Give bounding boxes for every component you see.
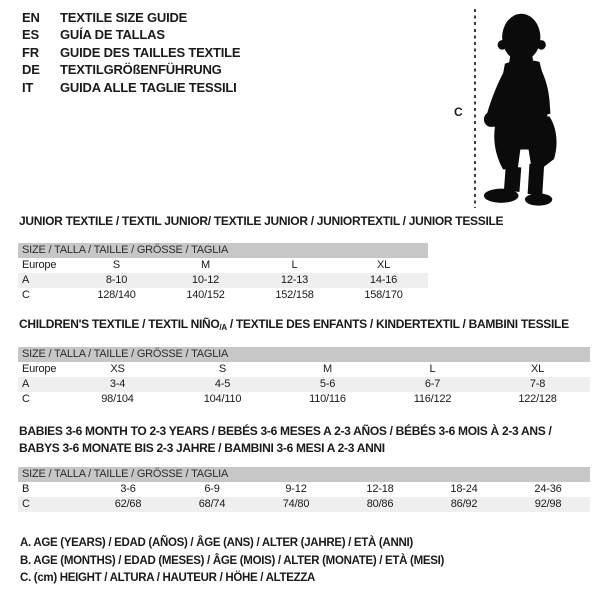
height-dotted-line bbox=[474, 9, 476, 208]
row-label: A bbox=[18, 377, 65, 392]
table-row bbox=[18, 362, 590, 377]
babies-section-title bbox=[19, 423, 551, 456]
language-title: GUIDA ALLE TAGLIE TESSILI bbox=[60, 79, 237, 95]
language-code: ES bbox=[22, 27, 39, 43]
table-cell: L bbox=[429, 363, 436, 375]
table-row bbox=[18, 482, 590, 497]
language-row-fr bbox=[22, 44, 240, 61]
babies-size-table bbox=[18, 467, 590, 512]
table-row bbox=[18, 273, 428, 288]
table-cell: 3-6 bbox=[120, 483, 136, 495]
table-cell: 68/74 bbox=[170, 497, 254, 512]
legend-line-c: C. (cm) HEIGHT / ALTURA / HAUTEUR / HÖHE / ALTEZZA bbox=[20, 572, 316, 585]
language-title: GUIDE DES TAILLES TEXTILE bbox=[60, 44, 241, 60]
measurement-legend bbox=[20, 535, 444, 588]
table-cell: 92/98 bbox=[506, 497, 590, 512]
language-header bbox=[22, 9, 240, 96]
table-row bbox=[18, 258, 428, 273]
table-row bbox=[18, 392, 590, 407]
size-header-cell: SIZE / TALLA / TAILLE / GRÖSSE / TAGLIA bbox=[18, 243, 428, 258]
height-measure-label: C bbox=[454, 105, 463, 119]
row-label: C bbox=[22, 289, 30, 301]
table-cell: 12-13 bbox=[250, 273, 339, 288]
table-cell: 98/104 bbox=[101, 393, 134, 405]
table-cell: 6-7 bbox=[380, 377, 485, 392]
language-code: IT bbox=[22, 79, 34, 95]
table-cell: S bbox=[112, 259, 121, 271]
table-header-row bbox=[18, 467, 590, 482]
babies-title-line2: BABYS 3-6 MONATE BIS 2-3 JAHRE / BAMBINI 3-6 MESI A 2-3 ANNI bbox=[19, 440, 385, 455]
table-cell: 5-6 bbox=[275, 377, 380, 392]
children-title-suffix: / TEXTILE DES ENFANTS / KINDERTEXTIL / BAMBINI TESSILE bbox=[226, 317, 569, 331]
table-cell: 14-16 bbox=[339, 273, 428, 288]
table-cell: 7-8 bbox=[485, 377, 590, 392]
table-cell: 104/110 bbox=[203, 393, 242, 405]
language-title: GUÍA DE TALLAS bbox=[60, 27, 165, 43]
row-label: Europe bbox=[22, 363, 57, 375]
table-cell: L bbox=[291, 259, 298, 271]
row-label: B bbox=[22, 483, 30, 495]
table-cell: 116/122 bbox=[413, 393, 452, 405]
table-cell: 6-9 bbox=[204, 483, 220, 495]
table-cell: 10-12 bbox=[161, 273, 250, 288]
language-row-es bbox=[22, 26, 240, 43]
table-cell: 122/128 bbox=[518, 393, 557, 405]
language-code: FR bbox=[22, 44, 39, 60]
size-header-cell: SIZE / TALLA / TAILLE / GRÖSSE / TAGLIA bbox=[18, 347, 590, 362]
table-cell: 128/140 bbox=[97, 289, 136, 301]
language-row-it bbox=[22, 79, 240, 96]
table-cell: 9-12 bbox=[285, 483, 307, 495]
row-label: Europe bbox=[22, 259, 57, 271]
table-cell: 4-5 bbox=[170, 377, 275, 392]
junior-section-title: JUNIOR TEXTILE / TEXTIL JUNIOR/ TEXTILE JUNIOR / JUNIORTEXTIL / JUNIOR TESSILE bbox=[19, 214, 504, 228]
junior-size-table bbox=[18, 243, 428, 303]
language-row-de bbox=[22, 61, 240, 78]
row-label: C bbox=[22, 393, 30, 405]
table-cell: XL bbox=[530, 363, 545, 375]
children-title-subscript: /A bbox=[219, 323, 227, 332]
table-cell: 3-4 bbox=[65, 377, 170, 392]
table-cell: XL bbox=[376, 259, 391, 271]
table-cell: 74/80 bbox=[254, 497, 338, 512]
legend-line-a: A. AGE (YEARS) / EDAD (AÑOS) / ÂGE (ANS) / ALTER (JAHRE) / ETÀ (ANNI) bbox=[20, 537, 413, 549]
table-cell: M bbox=[201, 259, 210, 271]
table-cell: M bbox=[323, 363, 332, 375]
language-code: EN bbox=[22, 10, 40, 25]
table-cell: 80/86 bbox=[338, 497, 422, 512]
table-cell: 110/116 bbox=[309, 393, 346, 405]
legend-line-b: B. AGE (MONTHS) / EDAD (MESES) / ÂGE (MOIS) / ALTER (MONATE) / ETÀ (MESI) bbox=[20, 554, 445, 567]
table-cell: 24-36 bbox=[534, 483, 562, 495]
children-size-table bbox=[18, 347, 590, 407]
baby-silhouette-image bbox=[483, 10, 565, 208]
table-row bbox=[18, 497, 590, 512]
children-section-title bbox=[19, 317, 569, 332]
babies-title-line1: BABIES 3-6 MONTH TO 2-3 YEARS / BEBÉS 3-6 MESES A 2-3 AÑOS / BÉBÉS 3-6 MOIS À 2-3 ANS / bbox=[19, 424, 552, 438]
table-header-row bbox=[18, 243, 428, 258]
table-cell: 62/68 bbox=[86, 497, 170, 512]
table-cell: 140/152 bbox=[186, 289, 225, 301]
table-cell: 8-10 bbox=[72, 273, 161, 288]
table-row bbox=[18, 377, 590, 392]
language-title: TEXTILE SIZE GUIDE bbox=[60, 10, 188, 25]
row-label: C bbox=[18, 497, 86, 512]
row-label: A bbox=[18, 273, 72, 288]
language-row-en bbox=[22, 9, 240, 26]
language-code: DE bbox=[22, 62, 40, 78]
table-cell: 86/92 bbox=[422, 497, 506, 512]
table-row bbox=[18, 288, 428, 303]
language-title: TEXTILGRÖßENFÜHRUNG bbox=[60, 62, 222, 78]
table-cell: 158/170 bbox=[364, 289, 403, 301]
table-cell: S bbox=[218, 363, 227, 375]
table-cell: 12-18 bbox=[366, 483, 394, 495]
children-title-prefix: CHILDREN'S TEXTILE / TEXTIL NIÑO bbox=[19, 317, 220, 331]
table-cell: XS bbox=[110, 363, 125, 375]
table-cell: 18-24 bbox=[450, 483, 478, 495]
table-cell: 152/158 bbox=[275, 289, 314, 301]
table-header-row bbox=[18, 347, 590, 362]
size-header-cell: SIZE / TALLA / TAILLE / GRÖSSE / TAGLIA bbox=[18, 467, 590, 482]
